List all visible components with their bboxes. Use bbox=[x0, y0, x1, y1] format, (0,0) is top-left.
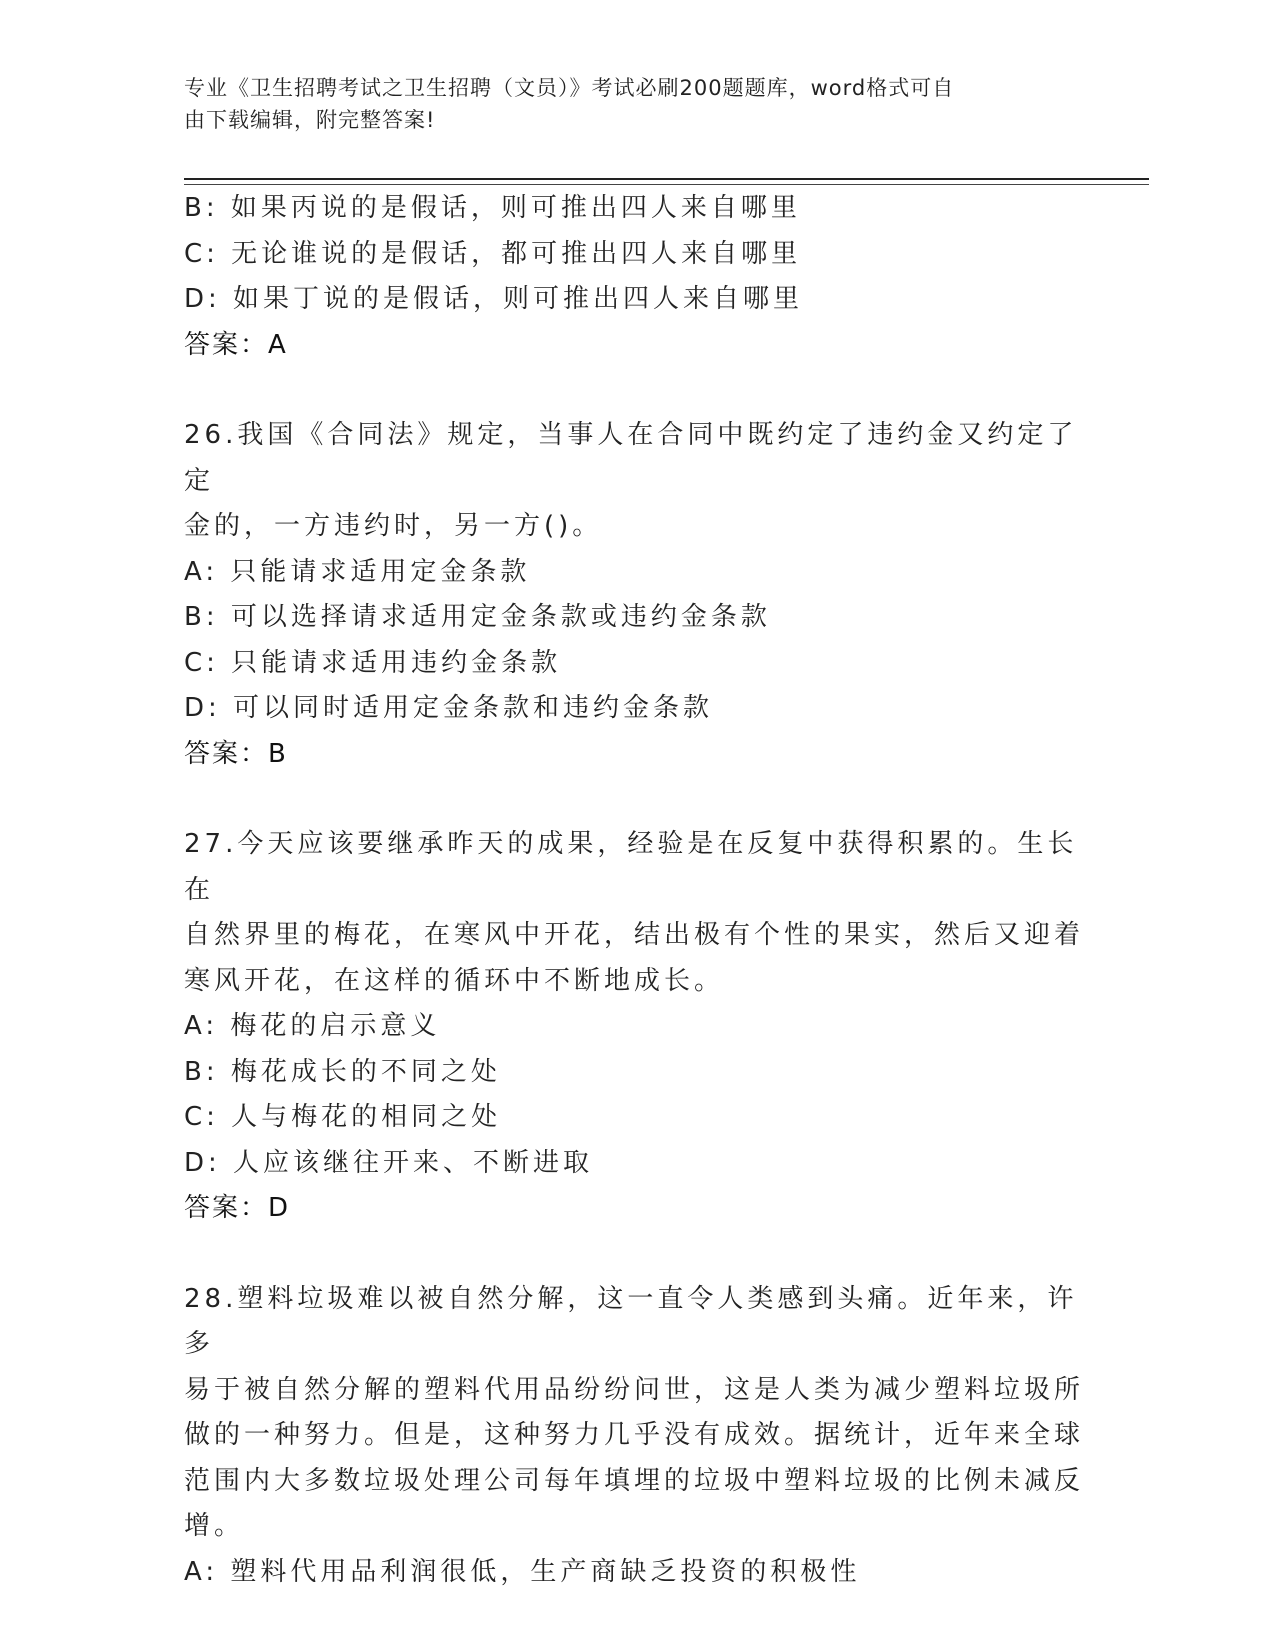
option-a: A: 塑料代用品利润很低，生产商缺乏投资的积极性 bbox=[184, 1556, 861, 1587]
header-title-line-2: 由下载编辑，附完整答案! bbox=[184, 108, 436, 132]
question-stem-line: 27.今天应该要继承昨天的成果，经验是在反复中获得积累的。生长在 bbox=[184, 829, 1078, 905]
option-d: D: 如果丁说的是假话，则可推出四人来自哪里 bbox=[184, 284, 804, 314]
answer-label: 答案：B bbox=[184, 738, 288, 769]
header-rule-thin bbox=[184, 184, 1149, 185]
question-stem-line: 范围内大多数垃圾处理公司每年填埋的垃圾中塑料垃圾的比例未减反 bbox=[184, 1465, 1085, 1496]
option-d: D: 人应该继往开来、不断进取 bbox=[184, 1147, 594, 1178]
question-stem-line: 自然界里的梅花，在寒风中开花，结出极有个性的果实，然后又迎着 bbox=[184, 920, 1085, 950]
page-header bbox=[184, 72, 1064, 136]
question-stem-line: 28.塑料垃圾难以被自然分解，这一直令人类感到头痛。近年来，许多 bbox=[184, 1283, 1078, 1359]
option-d: D: 可以同时适用定金条款和违约金条款 bbox=[184, 693, 714, 723]
question-25-continuation bbox=[184, 186, 1084, 368]
question-stem-line: 26.我国《合同法》规定，当事人在合同中既约定了违约金又约定了定 bbox=[184, 420, 1078, 496]
spacer bbox=[184, 777, 1084, 822]
header-title-line-1: 专业《卫生招聘考试之卫生招聘（文员）》考试必刷200题题库，word格式可自 bbox=[184, 76, 955, 100]
option-b: B: 梅花成长的不同之处 bbox=[184, 1056, 501, 1087]
option-c: C: 无论谁说的是假话，都可推出四人来自哪里 bbox=[184, 238, 802, 269]
option-c: C: 人与梅花的相同之处 bbox=[184, 1102, 502, 1132]
question-stem-line: 增。 bbox=[184, 1511, 245, 1541]
answer-label: 答案：A bbox=[184, 329, 288, 360]
question-stem-line: 寒风开花，在这样的循环中不断地成长。 bbox=[184, 965, 725, 996]
header-rule-thick bbox=[184, 178, 1149, 180]
option-b: B: 如果丙说的是假话，则可推出四人来自哪里 bbox=[184, 193, 801, 223]
spacer bbox=[184, 1232, 1084, 1277]
question-stem-line: 做的一种努力。但是，这种努力几乎没有成效。据统计，近年来全球 bbox=[184, 1420, 1085, 1450]
question-28 bbox=[184, 1277, 1084, 1596]
option-b: B: 可以选择请求适用定金条款或违约金条款 bbox=[184, 602, 771, 632]
option-a: A: 只能请求适用定金条款 bbox=[184, 556, 531, 587]
option-a: A: 梅花的启示意义 bbox=[184, 1011, 441, 1041]
question-26 bbox=[184, 413, 1084, 777]
spacer bbox=[184, 368, 1084, 413]
question-stem-line: 金的，一方违约时，另一方()。 bbox=[184, 511, 603, 541]
option-c: C: 只能请求适用违约金条款 bbox=[184, 647, 562, 678]
document-body bbox=[184, 186, 1084, 1595]
question-27 bbox=[184, 822, 1084, 1232]
answer-label: 答案：D bbox=[184, 1193, 291, 1223]
question-stem-line: 易于被自然分解的塑料代用品纷纷问世，这是人类为减少塑料垃圾所 bbox=[184, 1374, 1085, 1405]
